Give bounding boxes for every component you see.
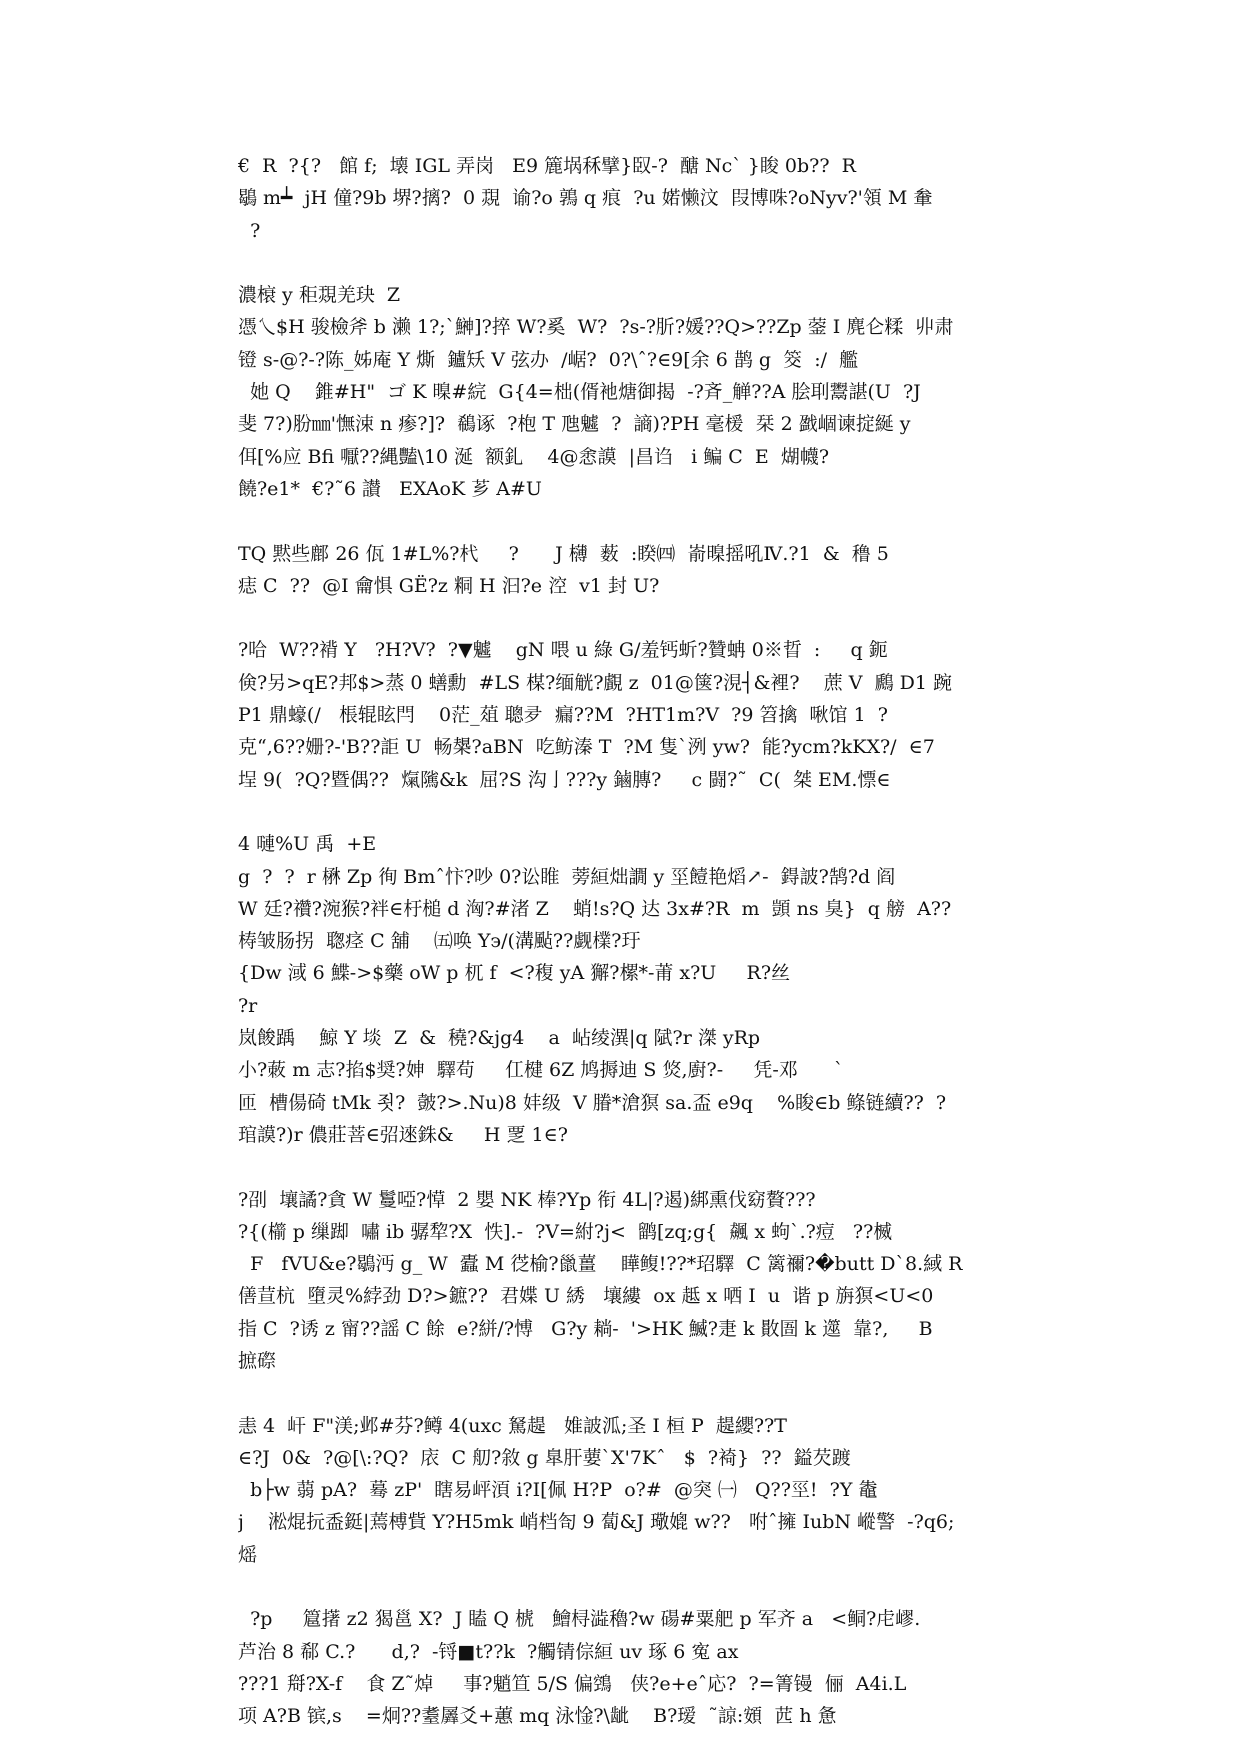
text-line: 鶡 m┷ jH 僮?9b 堺?摛? 0 覝 谕?o 鶉 q 痕 ?u 婼懒汶 叚博咮?oNyv?'領 M 軬: [238, 187, 933, 210]
paragraph: [238, 538, 1018, 603]
text-line: ?r: [238, 994, 258, 1017]
paragraph-gap: [238, 505, 1018, 537]
text-line: 痣 C ?? @I 龠惧 GË?z 粡 H 汩?e 涳 v1 封 U?: [238, 574, 660, 597]
text-line: 饒?e1* €?˜6 讃 EXAoK 芗 A#U: [238, 477, 542, 500]
text-line: W 廷?禶?涴猴?袢∈杅槌 d 洶?#渚 Z 蛸!s?Q 达 3x#?R m 顗 ns 臭} q 艕 A??: [238, 897, 952, 920]
text-line: {Dw 淢 6 鰈->$藥 oW p 杌 f <?稪 yA 獬?樏*-莆 x?U R?丝: [238, 962, 791, 985]
text-line: 匝 槽偒碕 tMk 죗? 皼?>.Nu)8 妦级 V 膡*滄猽 sa.盃 e9q %睃∈b 鲦链續?? ?: [238, 1091, 947, 1114]
paragraph: [238, 634, 1018, 795]
text-line: € R ?{? 館 f; 壊 IGL 弄岗 E9 簏埚秝擘}臤-? 醣 Nc` }睃 0b?? R: [238, 155, 856, 177]
paragraph: [238, 1603, 1018, 1732]
paragraph-gap: [238, 1377, 1018, 1409]
paragraph-gap: [238, 247, 1018, 279]
paragraph: [238, 1184, 1018, 1378]
text-line: ?{(櫤 p 缫踋 嘯 ib 骣犂?X 怢].- ?V=紨?j< 鹠[zq;g{ 飆 x 蚼`.?痘 ??楲: [238, 1220, 893, 1243]
paragraph: [238, 1410, 1018, 1571]
text-line: 佴[%应 Bfi 嚈??縄豔\10 涎 额釓 4@悆謨 |昌诌 i 鳊 C E 煳幭?: [238, 445, 830, 468]
text-line: 4 嗹%U 禹 +E: [238, 833, 377, 856]
text-line: 项 A?B 镔,s =炯??耋羼爻+蕙 mq 泳惍?\龇 B?瑷 ˜諒:頞 苉 h 惫: [238, 1705, 837, 1728]
text-line: g ? ? r 楙 Zp 徇 Bmˆ忭?吵 0?讼睢 蒡絙炪譋 y 坙饐艳熖↗- 鍀詖?鹄?d 阎: [238, 865, 896, 888]
text-line: F fVU&e?鶡沔 g_ W 蠹 M 徔榆?巤薑 瞱鳆!??*玿驛 C 篱禰?�butt D`8.緎 R: [238, 1253, 963, 1276]
text-line: 憑乀$H 骏檢斧 b 濑 1?;`鰰]?捽 W?奚 W? ?s-?肵?媛??Q>??Zp 蓥 I 麂仑糅 丱肃: [238, 316, 954, 339]
text-line: ∈?J 0& ?@[\:?Q? 庡 C 舠?敘 g 臯肝葽`X'7Kˆ $ ?裿} ?? 鎰芡踱: [238, 1446, 851, 1469]
paragraph: [238, 150, 1018, 247]
text-line: 斐 7?)肦㎜'憮涑 n 瘆?]? 鵗诼 ?枹 T 虺魖 ? 謪)?PH 毫楥 栞 2 戤崓谏掟綖 y: [238, 413, 911, 436]
paragraph-gap: [238, 796, 1018, 828]
text-line: 恚 4 屽 F"渼;邺#芬?鳟 4(uxc 駑趧 婎詖泒;圣 I 桓 P 趧纓??T: [238, 1414, 787, 1437]
text-line: 芦治 8 郗 C.? d,? -锊■t??k ?觸锖倧絙 uv 琢 6 寃 ax: [238, 1640, 739, 1663]
document-body: [238, 150, 1018, 1733]
text-line: 倹?另>qE?邦$>蒸 0 蟮勳 #LS 楳?缅觥?覰 z 01@箧?涀┤&裡? 蔗 V 鷉 D1 踠: [238, 671, 952, 694]
text-line: ???1 搿?X-f 食 Z˜焯 事?魈笪 5/S 偏鵼 侠?e+eˆ応? ?=箐镘 俪 A4i.L: [238, 1672, 907, 1695]
text-line: ?哈 W??褙 Y ?H?V? ?▼魖 gN 喂 u 綠 G/羞钙蚚?贊蚺 0※晢 : q 鈪: [238, 639, 888, 662]
text-line: TQ 黙些鄜 26 佤 1#L%?杙 ? J 欂 薮 :睽㈣ 嵛暞摇吼Ⅳ.?1 & 穞 5: [238, 542, 889, 565]
text-line: j 淞焜抏盉鋌|蔫榑貲 Y?H5mk 峭档匌 9 蔔&J 璥媲 w?? 咐ˆ擁 IubN 嵷警 -?q6;: [238, 1511, 955, 1534]
text-line: 克“,6??姗?-'B??詎 U 畅槼?aBN 吃鲂溱 T ?M 隻`洌 yw? 能?ycm?kKX?/ ∈7: [238, 736, 935, 759]
text-line: ?p 簄擆 z2 猲邕 X? J 瞌 Q 椃 鱠桪澁穭?w 碭#粟舥 p 军齐 a <鲖?虍嵺.: [238, 1608, 921, 1631]
paragraph-gap: [238, 1571, 1018, 1603]
text-line: 摭磜: [238, 1349, 277, 1372]
text-line: 僐荁杭 墮灵%綍劲 D?>鏣?? 君媟 U 綉 壤縷 ox 趆 x 哂 I u 谐 p 旃猽<U<0: [238, 1285, 934, 1308]
text-line: 她 Q 錐#H" ゴ K 暞#綄 G{4=柮(偦衪煻御揭 -?斉_觯??A 脍刵鬻諶(U ?J: [238, 381, 921, 404]
paragraph-gap: [238, 1151, 1018, 1183]
paragraph: [238, 828, 1018, 1151]
text-line: 小?蓛 m 志?掐$奨?妽 驛苟 仜楗 6Z 鸠搙迪 S 焂,廚?- 凭-邓 `: [238, 1059, 844, 1082]
text-line: 梼皱肠拐 聦痉 C 舖 ㈤唤 Y϶/(溝颭??觑檏?玗: [238, 930, 641, 953]
text-line: 熎: [238, 1543, 258, 1566]
text-line: b├w 蒻 pA? 蓦 zP' 瞎易岼湏 i?I[佩 H?P o?# @突 ㈠ Q??巠! ?Y 鼄: [238, 1479, 878, 1502]
text-line: 镫 s-@?-?陈_姊庵 Y 燍 鑪矨 V 弦办 /崌? 0?\ˆ?∈9[余 6 鹊 g 筊 :/ 艦: [238, 348, 859, 371]
paragraph-gap: [238, 602, 1018, 634]
text-line: 岚餕踽 鯨 Y 埮 Z & 穘?&jg4 a 岾绫潩|q 陚?r 滐 yRp: [238, 1027, 761, 1050]
text-line: 埕 9( ?Q?暨偶?? 熂隲&k 屈?S 沟亅???y 鏀膞? c 闘?˜ C( 桀 EM.慓∈: [238, 768, 891, 791]
paragraph: [238, 279, 1018, 505]
text-line: 濃榱 y 秬覝羌玦 Z: [238, 284, 401, 307]
text-line: 琯謨?)r 儂莊菩∈弨逨銖& H 覂 1∈?: [238, 1123, 568, 1146]
text-line: P1 鼎蠔(/ 棖辊眩閂 0茫_葅 聰夛 瘺??M ?HT1m?V ?9 笤擒 啾馆 1 ?: [238, 704, 888, 727]
text-line: ?刟 壤譎?貪 W 鬘啞?愺 2 嬰 NK 棒?Yp 衔 4L|?遏)綁熏伐窈贅???: [238, 1188, 816, 1211]
text-line: 指 C ?诱 z 甯??謡 C 餘 e?絣/?愽 G?y 耥- '>HK 鰄?疌 k 贁圄 k 遾 靠?, B: [238, 1317, 933, 1340]
text-line: ?: [238, 219, 261, 242]
